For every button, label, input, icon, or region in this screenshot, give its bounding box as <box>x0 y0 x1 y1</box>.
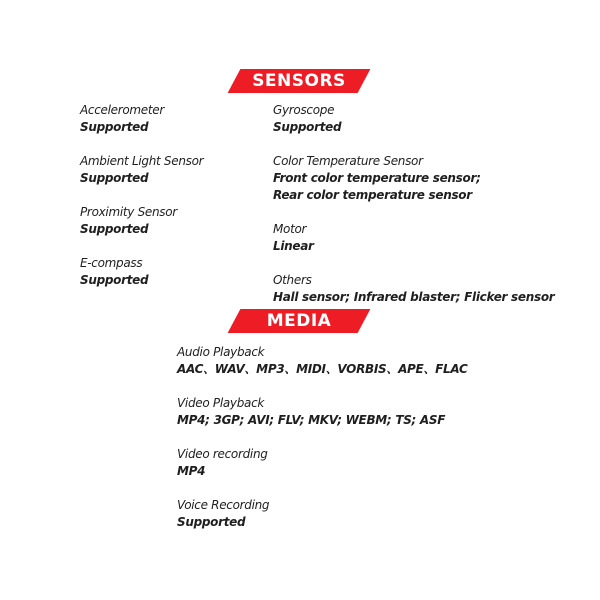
spec-label: Proximity Sensor <box>80 205 177 219</box>
spec-value-line2: Rear color temperature sensor <box>273 188 472 202</box>
spec-value: MP4; 3GP; AVI; FLV; MKV; WEBM; TS; ASF <box>177 413 446 427</box>
spec-ambient-light-sensor <box>80 153 203 187</box>
spec-label: Voice Recording <box>177 498 270 512</box>
spec-value: Supported <box>80 171 149 185</box>
spec-value: Hall sensor; Infrared blaster; Flicker sensor <box>273 290 555 304</box>
spec-video-playback <box>177 395 445 429</box>
spec-others <box>273 272 554 306</box>
spec-label: Video Playback <box>177 396 265 410</box>
spec-label: Ambient Light Sensor <box>80 154 204 168</box>
spec-value: Linear <box>273 239 314 253</box>
spec-label: Accelerometer <box>80 103 164 117</box>
spec-label: Audio Playback <box>177 345 265 359</box>
spec-audio-playback <box>177 344 468 378</box>
spec-value: Supported <box>80 120 149 134</box>
spec-color-temperature-sensor <box>273 153 481 204</box>
spec-value: Supported <box>177 515 246 529</box>
spec-accelerometer <box>80 102 164 136</box>
spec-label: Gyroscope <box>273 103 335 117</box>
spec-label: Video recording <box>177 447 268 461</box>
spec-video-recording <box>177 446 268 480</box>
sensors-section-header <box>234 69 364 93</box>
spec-motor <box>273 221 314 255</box>
spec-value: MP4 <box>177 464 206 478</box>
spec-label: Others <box>273 273 312 287</box>
spec-value: Supported <box>80 273 149 287</box>
spec-value: Supported <box>80 222 149 236</box>
spec-label: Motor <box>273 222 307 236</box>
spec-value: AAC、WAV、MP3、MIDI、VORBIS、APE、FLAC <box>177 362 468 376</box>
spec-value: Supported <box>273 120 342 134</box>
spec-proximity-sensor <box>80 204 177 238</box>
spec-label: E-compass <box>80 256 143 270</box>
media-title: MEDIA <box>266 311 332 331</box>
media-section-header <box>234 309 364 333</box>
spec-label: Color Temperature Sensor <box>273 154 423 168</box>
spec-e-compass <box>80 255 148 289</box>
sensors-title: SENSORS <box>252 71 346 91</box>
spec-voice-recording <box>177 497 269 531</box>
spec-value: Front color temperature sensor; <box>273 171 481 185</box>
spec-gyroscope <box>273 102 341 136</box>
